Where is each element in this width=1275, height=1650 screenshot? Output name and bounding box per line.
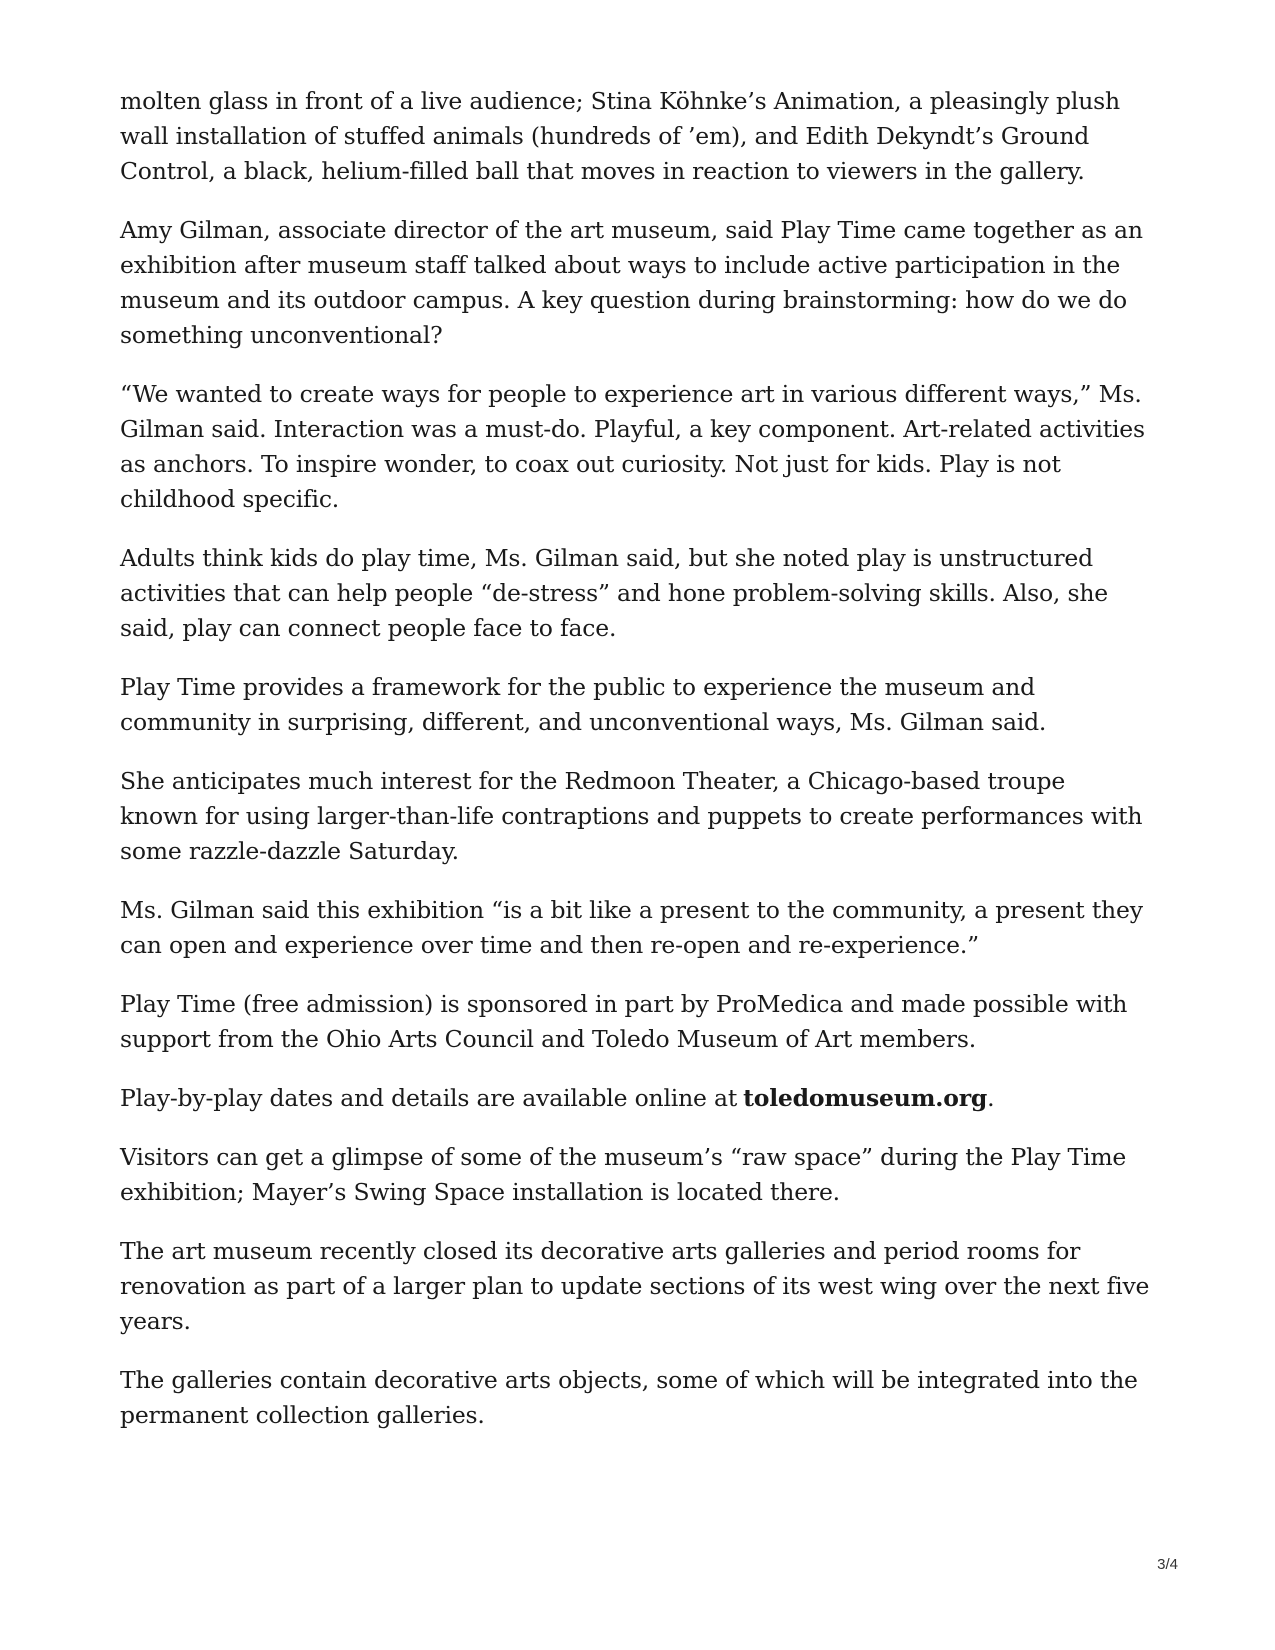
article-body xyxy=(120,84,1150,1457)
dates-text: Play-by-play dates and details are available online at xyxy=(120,1084,738,1112)
article-paragraph: molten glass in front of a live audience; Stina Köhnke’s Animation, a pleasingly plush wall installation of stuffed animals (hundreds of ’em), and Edith Dekyndt’s Ground Control, a black, helium-filled ball that moves in reaction to viewers in the gallery. xyxy=(120,87,1120,185)
dates-paragraph xyxy=(120,1081,1150,1116)
museum-website-link[interactable]: toledomuseum.org xyxy=(743,1084,988,1112)
article-paragraph: Ms. Gilman said this exhibition “is a bit like a present to the community, a present they can open and experience over time and then re-open and re-experience.” xyxy=(120,896,1143,959)
article-paragraph: “We wanted to create ways for people to experience art in various different ways,” Ms. Gilman said. Interaction was a must-do. Playful, a key component. Art-related activities as anchors. To inspire wonder, to coax out curiosity. Not just for kids. Play is not childhood specific. xyxy=(120,380,1145,513)
article-paragraph: She anticipates much interest for the Redmoon Theater, a Chicago-based troupe known for using larger-than-life contraptions and puppets to create performances with some razzle-dazzle Saturday. xyxy=(120,767,1143,865)
article-paragraph: The galleries contain decorative arts objects, some of which will be integrated into the permanent collection galleries. xyxy=(120,1366,1138,1429)
article-paragraph: Adults think kids do play time, Ms. Gilman said, but she noted play is unstructured activities that can help people “de-stress” and hone problem-solving skills. Also, she said, play can connect people face to face. xyxy=(120,544,1108,642)
dates-end-punctuation: . xyxy=(987,1084,995,1112)
article-paragraph: Play Time provides a framework for the public to experience the museum and community in surprising, different, and unconventional ways, Ms. Gilman said. xyxy=(120,673,1047,736)
article-paragraph: The art museum recently closed its decorative arts galleries and period rooms for renovation as part of a larger plan to update sections of its west wing over the next five years. xyxy=(120,1237,1150,1335)
article-paragraph: Play Time (free admission) is sponsored in part by ProMedica and made possible with support from the Ohio Arts Council and Toledo Museum of Art members. xyxy=(120,990,1128,1053)
article-paragraph: Amy Gilman, associate director of the art museum, said Play Time came together as an exhibition after museum staff talked about ways to include active participation in the museum and its outdoor campus. A key question during brainstorming: how do we do something unconventional? xyxy=(120,216,1143,349)
page-number: 3/4 xyxy=(1157,1556,1178,1573)
article-paragraph: Visitors can get a glimpse of some of the museum’s “raw space” during the Play Time exhibition; Mayer’s Swing Space installation is located there. xyxy=(120,1143,1127,1206)
